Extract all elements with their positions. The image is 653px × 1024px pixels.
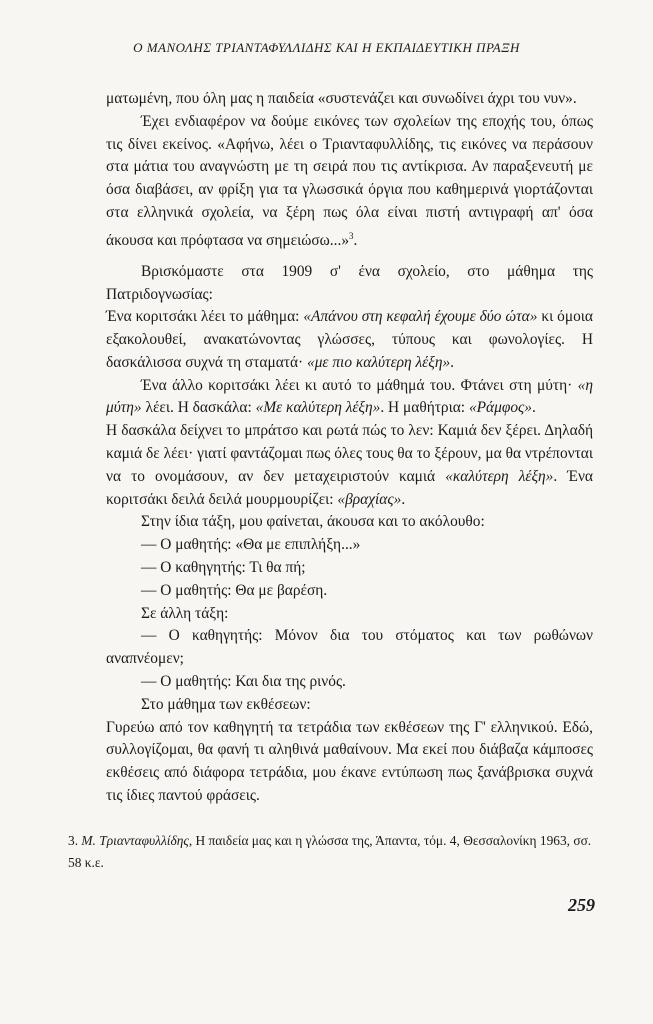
page-number: 259 <box>568 895 595 915</box>
paragraph-text: Η δασκάλα δείχνει το μπράτσο και ρωτά πώς το λεν: Καμιά δεν ξέρει. Δηλαδή καμιά δε λέει· γιατί φαντάζομαι πως όλες τους θα το ξέρουν, μα θα ντρέπονται να το ονομάσουν, αν δεν μεταχειριστούν καμιά <box>106 422 593 485</box>
paragraph: ματωμένη, που όλη μας η παιδεία «συστενάζει και συνωδίνει άχρι του νυν». <box>106 90 577 107</box>
paragraph <box>106 111 593 253</box>
quote: «Ράμφος» <box>468 399 532 417</box>
running-header: Ο ΜΑΝΟΛΗΣ ΤΡΙΑΝΤΑΦΥΛΛΙΔΗΣ ΚΑΙ Η ΕΚΠΑΙΔΕΥΤΙΚΗ ΠΡΑΞΗ <box>133 40 520 55</box>
quote: «με πιο καλύτερη λέξη» <box>307 353 451 371</box>
body-text <box>106 88 593 808</box>
paragraph: Στην ίδια τάξη, μου φαίνεται, άκουσα και το ακόλουθο: <box>141 513 485 531</box>
dialogue-line: — Ο μαθητής: «Θα με επιπλήξη...» <box>141 536 361 554</box>
punctuation: . <box>532 399 536 417</box>
paragraph-text: λέει. Η δασκάλα: <box>141 399 256 417</box>
paragraph <box>106 306 593 374</box>
paragraph: Γυρεύω από τον καθηγητή τα τετράδια των εκθέσεων της Γ' ελληνικού. Εδώ, συλλογίζομαι, θα φανή τι αληθινά μαθαίνουν. Μα εκεί που διάβαζα κάμποσες εκθέσεις από διάφορα τετράδια, μου έκανε εντύπωση πως ξανάβρισκα συχνά τις ίδιες παντού φράσεις. <box>106 718 593 805</box>
paragraph-text: Έχει ενδιαφέρον να δούμε εικόνες των σχολείων της εποχής του, όπως τις δίνει εκείνος. «Αφήνω, λέει ο Τριανταφυλλίδης, τις εικόνες να περάσουν στα μάτια του αναγνώστη με τη σειρά που τις αντίκρισα. Αν παραξενευτή με όσα διαβάσει, αν φρίξη για τα γλωσσικά όργια που καθημερινά γιορτάζονται στα ελληνικά σχολεία, να ξέρη πως όλα είναι πιστή αντιγραφή απ' όσα άκουσα και πρόφτασα να σημειώσω...» <box>106 112 593 249</box>
quote: «η μύτη» <box>106 376 593 417</box>
quote: «βραχίας» <box>337 490 402 508</box>
punctuation: . <box>401 490 406 508</box>
footnote-author: Μ. Τριανταφυλλίδης <box>81 833 189 848</box>
paragraph <box>106 375 593 421</box>
dialogue-line: — Ο καθηγητής: Τι θα πή; <box>141 559 306 577</box>
paragraph-text: Ένα άλλο κοριτσάκι λέει κι αυτό το μάθημά του. Φτάνει στη μύτη· <box>141 376 578 394</box>
paragraph: Στο μάθημα των εκθέσεων: <box>141 695 311 713</box>
dialogue-line: — Ο καθηγητής: Μόνον δια του στόματος και των ρωθώνων αναπνέομεν; <box>106 627 593 668</box>
footnote-number: 3. <box>68 833 82 848</box>
dialogue-line: — Ο μαθητής: Θα με βαρέση. <box>141 581 328 599</box>
paragraph-text: . Η μαθήτρια: <box>380 399 469 417</box>
footnote-ref: 3 <box>349 230 354 241</box>
quote: «Με καλύτερη λέξη» <box>255 399 381 417</box>
paragraph-text: Ένα κοριτσάκι λέει το μάθημα: <box>106 308 304 326</box>
footnote-citation: , Η παιδεία μας και η γλώσσα της, Άπαντα, τόμ. 4, Θεσσαλονίκη 1963, σσ. 58 κ.ε. <box>68 833 592 870</box>
paragraph <box>106 420 593 511</box>
paragraph-text: . Ένα κοριτσάκι δειλά δειλά μουρμουρίζει: <box>106 467 593 508</box>
footnote <box>68 830 593 874</box>
punctuation: . <box>450 353 455 371</box>
dialogue-line: — Ο μαθητής: Και δια της ρινός. <box>141 673 346 691</box>
punctuation: . <box>353 231 358 249</box>
paragraph: Σε άλλη τάξη: <box>141 604 229 622</box>
quote: «Απάνου στη κεφαλή έχουμε δύο ώτα» <box>303 308 538 326</box>
paragraph: Βρισκόμαστε στα 1909 σ' ένα σχολείο, στο μάθημα της Πατριδογνωσίας: <box>106 262 593 303</box>
paragraph-text: κι όμοια εξακολουθεί, ανακατώνοντας γλώσσες, τύπους και φωνολογίες. Η δασκάλισσα συχνά τη σταματά· <box>106 308 593 371</box>
quote: «καλύτερη λέξη» <box>445 467 554 485</box>
